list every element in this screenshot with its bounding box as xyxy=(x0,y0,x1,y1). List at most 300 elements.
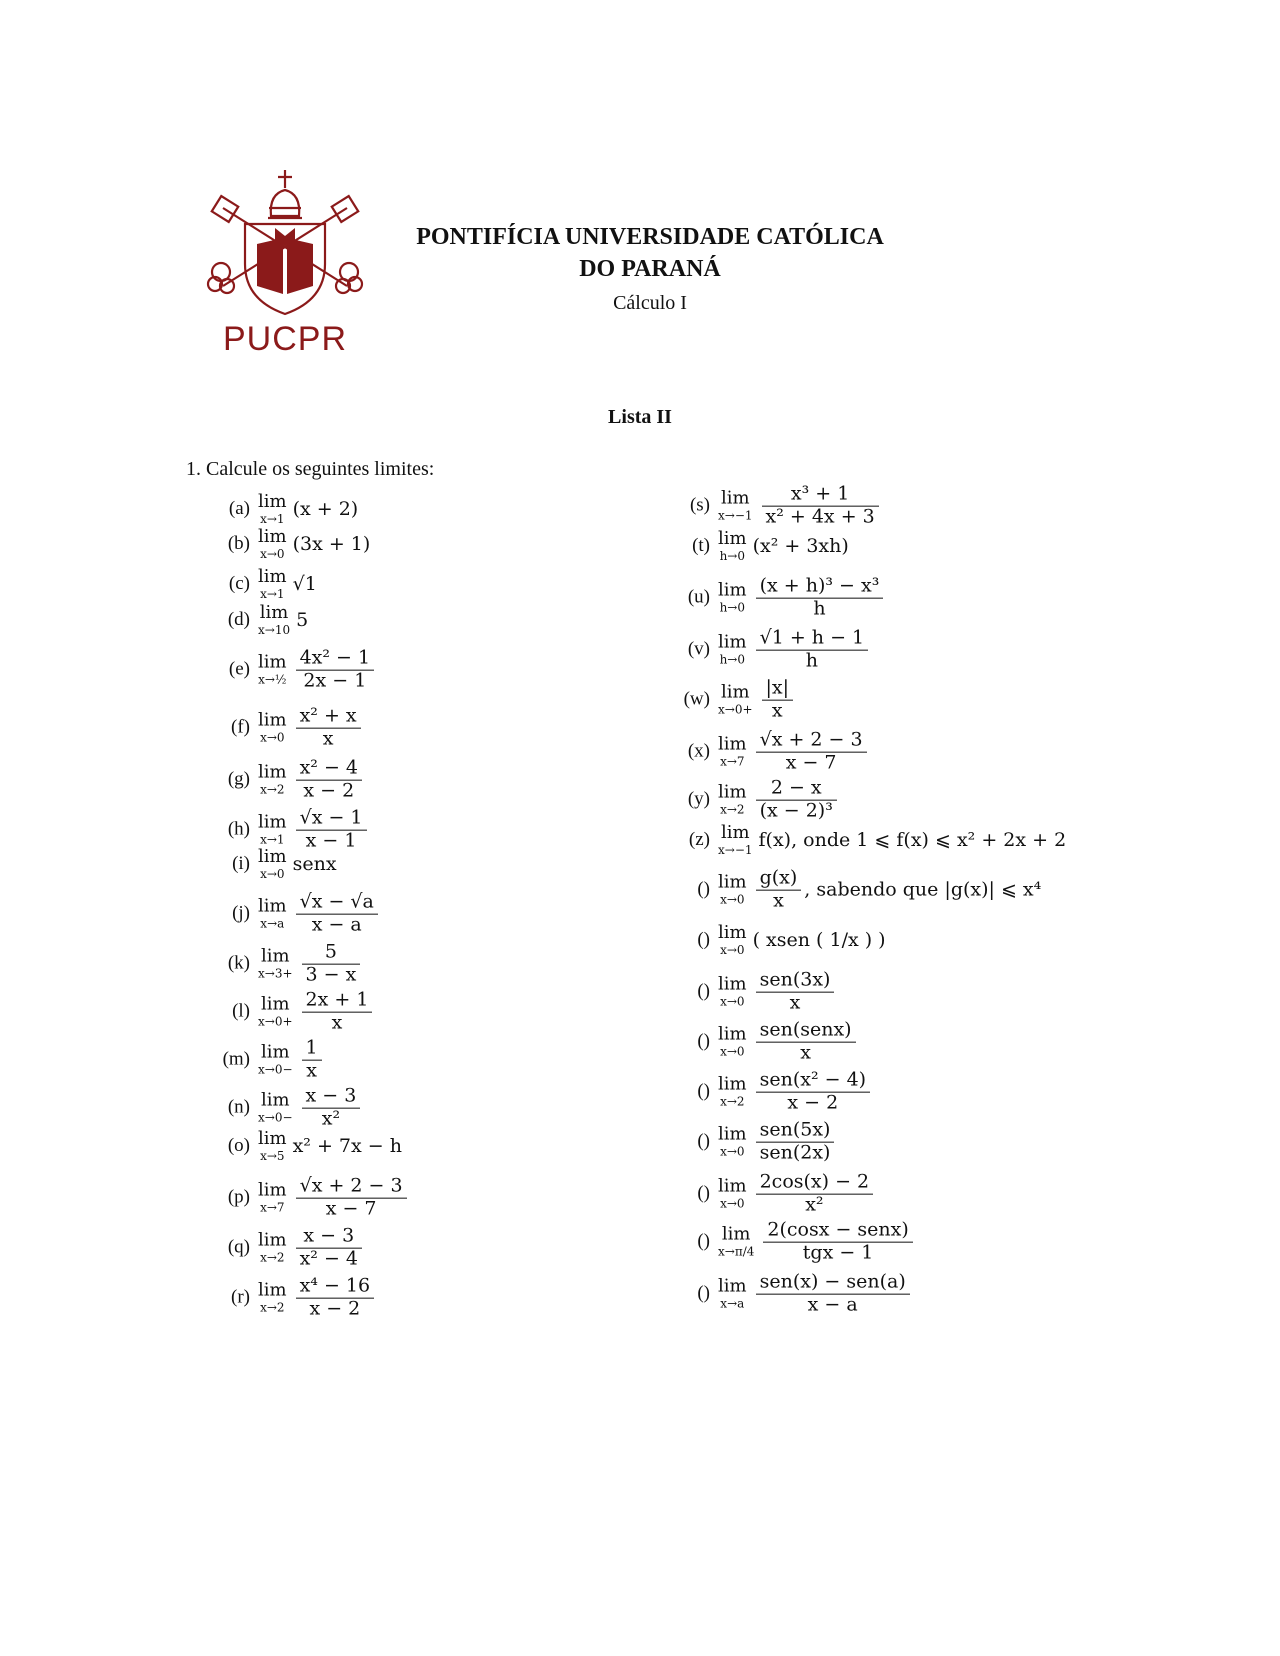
exercise-item xyxy=(216,568,317,600)
numerator: x² + x xyxy=(299,704,357,727)
lim-word: lim xyxy=(718,528,747,549)
limit-subscript: x→2 xyxy=(720,803,745,817)
lim-word: lim xyxy=(258,491,287,512)
limit-operator xyxy=(258,654,287,686)
math-expression xyxy=(258,848,337,880)
denominator: x − 1 xyxy=(305,829,357,852)
lim-word: lim xyxy=(258,652,287,673)
lim-word: lim xyxy=(718,872,747,893)
limit-subscript: x→a xyxy=(720,1297,745,1311)
exercise-item xyxy=(216,528,370,560)
denominator: h xyxy=(805,649,818,672)
math-expression xyxy=(258,1130,402,1162)
item-label: () xyxy=(697,929,710,950)
limit-subscript: x→7 xyxy=(260,1201,285,1215)
limit-subscript: x→π/4 xyxy=(718,1245,755,1259)
limit-subscript: x→3+ xyxy=(258,967,293,981)
lim-word: lim xyxy=(258,846,287,867)
numerator: sen(senx) xyxy=(759,1018,852,1041)
denominator: x xyxy=(773,889,784,912)
denominator: x − a xyxy=(807,1293,858,1316)
limit-subscript: x→1 xyxy=(260,587,285,601)
math-expression xyxy=(718,530,849,562)
fraction xyxy=(296,1276,375,1321)
numerator: √x − 1 xyxy=(299,806,363,829)
exercise-item xyxy=(676,868,1041,913)
exercise-item xyxy=(676,730,870,775)
lim-word: lim xyxy=(718,1124,747,1145)
lim-word: lim xyxy=(718,782,747,803)
numerator: x⁴ − 16 xyxy=(299,1274,371,1297)
denominator: x xyxy=(771,699,783,722)
expression: f(x), onde 1 ⩽ f(x) ⩽ x² + 2x + 2 xyxy=(758,829,1067,851)
limit-operator xyxy=(258,898,287,930)
item-label: (h) xyxy=(227,819,250,840)
limit-operator xyxy=(258,1182,287,1214)
item-label: (c) xyxy=(228,573,250,594)
fraction xyxy=(756,970,835,1015)
math-expression xyxy=(718,1070,873,1115)
exercise-item xyxy=(676,484,882,529)
fraction xyxy=(762,678,794,723)
item-label: () xyxy=(697,879,710,900)
numerator: √x + 2 − 3 xyxy=(759,728,863,751)
fraction xyxy=(296,808,367,853)
item-label: (p) xyxy=(227,1187,250,1208)
item-label: () xyxy=(697,1081,710,1102)
limit-operator xyxy=(718,1126,747,1158)
limit-subscript: x→−1 xyxy=(718,509,753,523)
math-expression xyxy=(718,576,886,621)
denominator: x xyxy=(331,1011,343,1034)
fraction xyxy=(302,1038,322,1083)
math-expression xyxy=(718,1020,859,1065)
exercise-item xyxy=(216,990,375,1035)
limit-subscript: x→0 xyxy=(720,1045,745,1059)
math-expression xyxy=(718,970,837,1015)
item-label: (l) xyxy=(232,1001,250,1022)
numerator: 2(cosx − senx) xyxy=(767,1218,909,1241)
limit-operator xyxy=(718,924,747,956)
exercise-item xyxy=(676,778,840,823)
denominator: sen(2x) xyxy=(759,1141,831,1164)
limit-operator xyxy=(718,1076,747,1108)
fraction xyxy=(302,990,373,1035)
item-label: (n) xyxy=(227,1097,250,1118)
numerator: x − 3 xyxy=(305,1084,357,1107)
lim-word: lim xyxy=(718,1276,747,1297)
university-name-line-2: DO PARANÁ xyxy=(579,256,721,282)
math-expression xyxy=(718,1120,837,1165)
fraction xyxy=(756,1070,870,1115)
item-label: (y) xyxy=(687,789,710,810)
exercise-item xyxy=(676,1220,916,1265)
math-expression xyxy=(718,1220,916,1265)
lim-word: lim xyxy=(258,812,287,833)
fraction xyxy=(296,1176,407,1221)
limit-subscript: h→0 xyxy=(719,549,745,563)
expression: x² + 7x − h xyxy=(292,1135,402,1157)
limit-subscript: h→0 xyxy=(719,601,745,615)
numerator: (x + h)³ − x³ xyxy=(759,574,880,597)
exercise-item xyxy=(216,1226,365,1271)
limit-operator xyxy=(718,824,753,856)
exercise-item xyxy=(216,706,364,751)
exercise-item xyxy=(216,1086,363,1131)
denominator: x − 2 xyxy=(787,1091,839,1114)
numerator: x² − 4 xyxy=(299,756,359,779)
fraction xyxy=(756,576,884,621)
exercise-item xyxy=(676,1020,859,1065)
item-label: (a) xyxy=(228,498,250,519)
exercise-item xyxy=(676,1272,913,1317)
denominator: x − a xyxy=(311,913,362,936)
denominator: 3 − x xyxy=(305,963,357,986)
item-label: (i) xyxy=(232,853,250,874)
exercise-item xyxy=(216,1038,325,1083)
fraction xyxy=(756,730,867,775)
limit-operator xyxy=(718,582,747,614)
item-label: (r) xyxy=(231,1287,250,1308)
denominator: x xyxy=(306,1059,317,1082)
item-label: () xyxy=(697,1283,710,1304)
lim-word: lim xyxy=(718,734,747,755)
exercise-item xyxy=(676,1120,837,1165)
fraction xyxy=(302,942,361,987)
numerator: 1 xyxy=(305,1036,318,1059)
numerator: 5 xyxy=(324,940,337,963)
item-label: (s) xyxy=(689,495,710,516)
math-expression xyxy=(718,484,882,529)
numerator: √1 + h − 1 xyxy=(759,626,865,649)
exercise-item xyxy=(216,493,358,525)
numerator: x − 3 xyxy=(303,1224,355,1247)
exercise-item xyxy=(216,1130,402,1162)
exercise-item xyxy=(216,808,370,853)
lim-word: lim xyxy=(718,974,747,995)
exercise-item xyxy=(676,530,849,562)
limit-subscript: x→2 xyxy=(720,1095,745,1109)
item-label: (m) xyxy=(222,1049,250,1070)
denominator: h xyxy=(813,597,826,620)
lim-word: lim xyxy=(260,946,290,967)
limit-subscript: x→5 xyxy=(260,1149,285,1163)
item-label: () xyxy=(697,1231,710,1252)
lim-word: lim xyxy=(718,1024,747,1045)
math-expression xyxy=(258,528,370,560)
lim-word: lim xyxy=(260,994,290,1015)
item-label: (q) xyxy=(227,1237,250,1258)
lim-word: lim xyxy=(258,896,287,917)
math-expression xyxy=(258,706,364,751)
fraction xyxy=(756,1020,856,1065)
expression: (x² + 3xh) xyxy=(752,535,849,557)
lim-word: lim xyxy=(718,1074,747,1095)
item-label: (b) xyxy=(227,533,250,554)
item-label: (x) xyxy=(687,741,710,762)
limit-operator xyxy=(718,1178,747,1210)
math-expression xyxy=(258,1276,377,1321)
math-expression xyxy=(718,778,840,823)
numerator: 2cos(x) − 2 xyxy=(759,1170,870,1193)
item-label: (t) xyxy=(692,535,710,556)
denominator: 2x − 1 xyxy=(303,669,367,692)
expression: (x + 2) xyxy=(292,498,359,520)
item-label: (e) xyxy=(228,659,250,680)
limit-subscript: x→10 xyxy=(258,623,291,637)
exercise-column-left xyxy=(216,0,696,1656)
university-name-line-1: PONTIFÍCIA UNIVERSIDADE CATÓLICA xyxy=(416,224,884,250)
exercise-item xyxy=(216,1176,410,1221)
denominator: x² + 4x + 3 xyxy=(765,505,875,528)
limit-operator xyxy=(258,712,287,744)
fraction xyxy=(756,1272,910,1317)
lim-word: lim xyxy=(718,632,747,653)
exercise-item xyxy=(216,758,365,803)
limit-subscript: x→0− xyxy=(258,1111,293,1125)
lim-word: lim xyxy=(718,580,747,601)
math-expression xyxy=(718,868,1041,913)
expression-suffix: , sabendo que |g(x)| ⩽ x⁴ xyxy=(804,879,1042,901)
limit-subscript: x→−1 xyxy=(718,843,753,857)
limit-subscript: x→2 xyxy=(260,783,285,797)
lim-word: lim xyxy=(258,762,287,783)
limit-subscript: x→1 xyxy=(260,833,285,847)
limit-operator xyxy=(718,784,747,816)
fraction xyxy=(296,758,362,803)
item-label: (k) xyxy=(227,953,250,974)
math-expression xyxy=(258,648,377,693)
denominator: (x − 2)³ xyxy=(759,799,833,822)
exercise-item xyxy=(676,970,837,1015)
lim-word: lim xyxy=(720,682,750,703)
exercise-item xyxy=(216,604,308,636)
limit-operator xyxy=(258,996,293,1028)
item-label: (z) xyxy=(688,829,710,850)
math-expression xyxy=(258,493,358,525)
limit-subscript: x→0+ xyxy=(718,703,753,717)
fraction xyxy=(296,706,361,751)
numerator: sen(x) − sen(a) xyxy=(759,1270,906,1293)
limit-operator xyxy=(258,814,287,846)
exercise-item xyxy=(676,1070,873,1115)
numerator: 2 − x xyxy=(770,776,822,799)
list-title: Lista II xyxy=(608,406,672,428)
limit-operator xyxy=(258,848,287,880)
limit-operator xyxy=(258,1130,287,1162)
item-label: (f) xyxy=(231,717,250,738)
limit-operator xyxy=(258,1232,287,1264)
math-expression xyxy=(258,892,381,937)
limit-subscript: h→0 xyxy=(719,653,745,667)
fraction xyxy=(296,1226,362,1271)
exercise-column-right xyxy=(676,0,1236,1656)
exercise-item xyxy=(676,678,796,723)
item-label: (v) xyxy=(687,639,710,660)
limit-operator xyxy=(718,976,747,1008)
fraction xyxy=(756,1172,874,1217)
question-1: 1. Calcule os seguintes limites: xyxy=(186,458,435,480)
item-label: () xyxy=(697,1183,710,1204)
limit-subscript: x→0 xyxy=(260,867,285,881)
fraction xyxy=(763,1220,912,1265)
lim-word: lim xyxy=(718,1176,747,1197)
exercise-item xyxy=(676,628,871,673)
expression: ( xsen ( 1/x ) ) xyxy=(752,929,886,951)
expression: (3x + 1) xyxy=(292,533,371,555)
denominator: x² − 4 xyxy=(299,1247,359,1270)
limit-operator xyxy=(718,634,747,666)
exercise-item xyxy=(216,848,337,880)
denominator: x² xyxy=(805,1193,824,1216)
denominator: x − 2 xyxy=(309,1297,361,1320)
lim-word: lim xyxy=(721,1224,751,1245)
limit-operator xyxy=(718,1026,747,1058)
math-expression xyxy=(718,730,870,775)
numerator: 2x + 1 xyxy=(305,988,369,1011)
lim-word: lim xyxy=(258,1280,287,1301)
math-expression xyxy=(718,678,796,723)
limit-operator xyxy=(718,736,747,768)
exercise-item xyxy=(216,1276,377,1321)
math-expression xyxy=(718,824,1066,856)
limit-operator xyxy=(718,874,747,906)
math-expression xyxy=(258,990,375,1035)
lim-word: lim xyxy=(258,526,287,547)
limit-operator xyxy=(258,1092,293,1124)
lim-word: lim xyxy=(258,1230,287,1251)
limit-subscript: x→0 xyxy=(720,1145,745,1159)
lim-word: lim xyxy=(260,1090,290,1111)
item-label: (w) xyxy=(683,689,710,710)
lim-word: lim xyxy=(258,710,287,731)
exercise-item xyxy=(676,1172,876,1217)
math-expression xyxy=(258,1086,363,1131)
fraction xyxy=(756,778,837,823)
limit-subscript: x→0 xyxy=(260,547,285,561)
limit-operator xyxy=(258,568,287,600)
fraction xyxy=(756,868,802,913)
limit-operator xyxy=(718,530,747,562)
item-label: () xyxy=(697,1031,710,1052)
exercise-item xyxy=(216,892,381,937)
denominator: x − 7 xyxy=(325,1197,377,1220)
fraction xyxy=(296,648,375,693)
exercise-item xyxy=(676,576,886,621)
fraction xyxy=(756,1120,835,1165)
math-expression xyxy=(718,628,871,673)
lim-word: lim xyxy=(720,488,750,509)
limit-operator xyxy=(258,528,287,560)
math-expression xyxy=(718,924,886,956)
item-label: () xyxy=(697,1131,710,1152)
limit-subscript: x→a xyxy=(260,917,285,931)
numerator: g(x) xyxy=(759,866,798,889)
math-expression xyxy=(258,604,308,636)
denominator: x − 2 xyxy=(303,779,355,802)
lim-word: lim xyxy=(718,922,747,943)
limit-operator xyxy=(258,1044,293,1076)
limit-subscript: x→0+ xyxy=(258,1015,293,1029)
denominator: x² xyxy=(321,1107,341,1130)
limit-subscript: x→2 xyxy=(260,1301,285,1315)
limit-operator xyxy=(258,764,287,796)
item-label: (u) xyxy=(687,587,710,608)
exercise-item xyxy=(216,942,363,987)
numerator: 4x² − 1 xyxy=(299,646,371,669)
fraction xyxy=(296,892,378,937)
limit-subscript: x→7 xyxy=(720,755,745,769)
limit-operator xyxy=(258,604,290,636)
exercise-item xyxy=(676,924,886,956)
limit-subscript: x→0 xyxy=(720,893,745,907)
numerator: sen(x² − 4) xyxy=(759,1068,867,1091)
limit-operator xyxy=(718,684,753,716)
limit-subscript: x→2 xyxy=(260,1251,285,1265)
math-expression xyxy=(258,1038,325,1083)
limit-subscript: x→½ xyxy=(258,673,287,687)
item-label: (o) xyxy=(227,1135,250,1156)
limit-operator xyxy=(718,490,753,522)
lim-word: lim xyxy=(258,1180,287,1201)
math-expression xyxy=(258,568,317,600)
item-label: (j) xyxy=(232,903,250,924)
limit-operator xyxy=(258,1282,287,1314)
denominator: x xyxy=(322,727,334,750)
numerator: √x + 2 − 3 xyxy=(299,1174,403,1197)
limit-subscript: x→0 xyxy=(720,995,745,1009)
limit-subscript: x→0 xyxy=(720,1197,745,1211)
math-expression xyxy=(258,1226,365,1271)
denominator: tgx − 1 xyxy=(802,1241,874,1264)
numerator: x³ + 1 xyxy=(790,482,850,505)
numerator: sen(5x) xyxy=(759,1118,831,1141)
limit-subscript: x→0 xyxy=(720,943,745,957)
math-expression xyxy=(258,758,365,803)
fraction xyxy=(302,1086,361,1131)
limit-operator xyxy=(718,1226,754,1258)
math-expression xyxy=(258,1176,410,1221)
denominator: x xyxy=(800,1041,811,1064)
item-label: (d) xyxy=(227,609,250,630)
math-expression xyxy=(718,1172,876,1217)
limit-subscript: x→1 xyxy=(260,512,285,526)
logo-text: PUCPR xyxy=(222,320,348,358)
lim-word: lim xyxy=(260,1042,290,1063)
item-label: (g) xyxy=(227,769,250,790)
denominator: x xyxy=(789,991,801,1014)
denominator: x − 7 xyxy=(785,751,837,774)
expression: 5 xyxy=(296,609,309,631)
limit-operator xyxy=(258,948,293,980)
exercise-item xyxy=(676,824,1066,856)
lim-word: lim xyxy=(258,1128,287,1149)
course-name: Cálculo I xyxy=(613,292,687,314)
limit-subscript: x→0− xyxy=(258,1063,293,1077)
fraction xyxy=(756,628,869,673)
lim-word: lim xyxy=(720,822,750,843)
numerator: sen(3x) xyxy=(759,968,831,991)
math-expression xyxy=(258,942,363,987)
item-label: () xyxy=(697,981,710,1002)
lim-word: lim xyxy=(259,602,289,623)
exercise-item xyxy=(216,648,377,693)
numerator: √x − √a xyxy=(299,890,374,913)
limit-operator xyxy=(718,1278,747,1310)
limit-operator xyxy=(258,493,287,525)
math-expression xyxy=(718,1272,913,1317)
expression: senx xyxy=(292,853,337,875)
